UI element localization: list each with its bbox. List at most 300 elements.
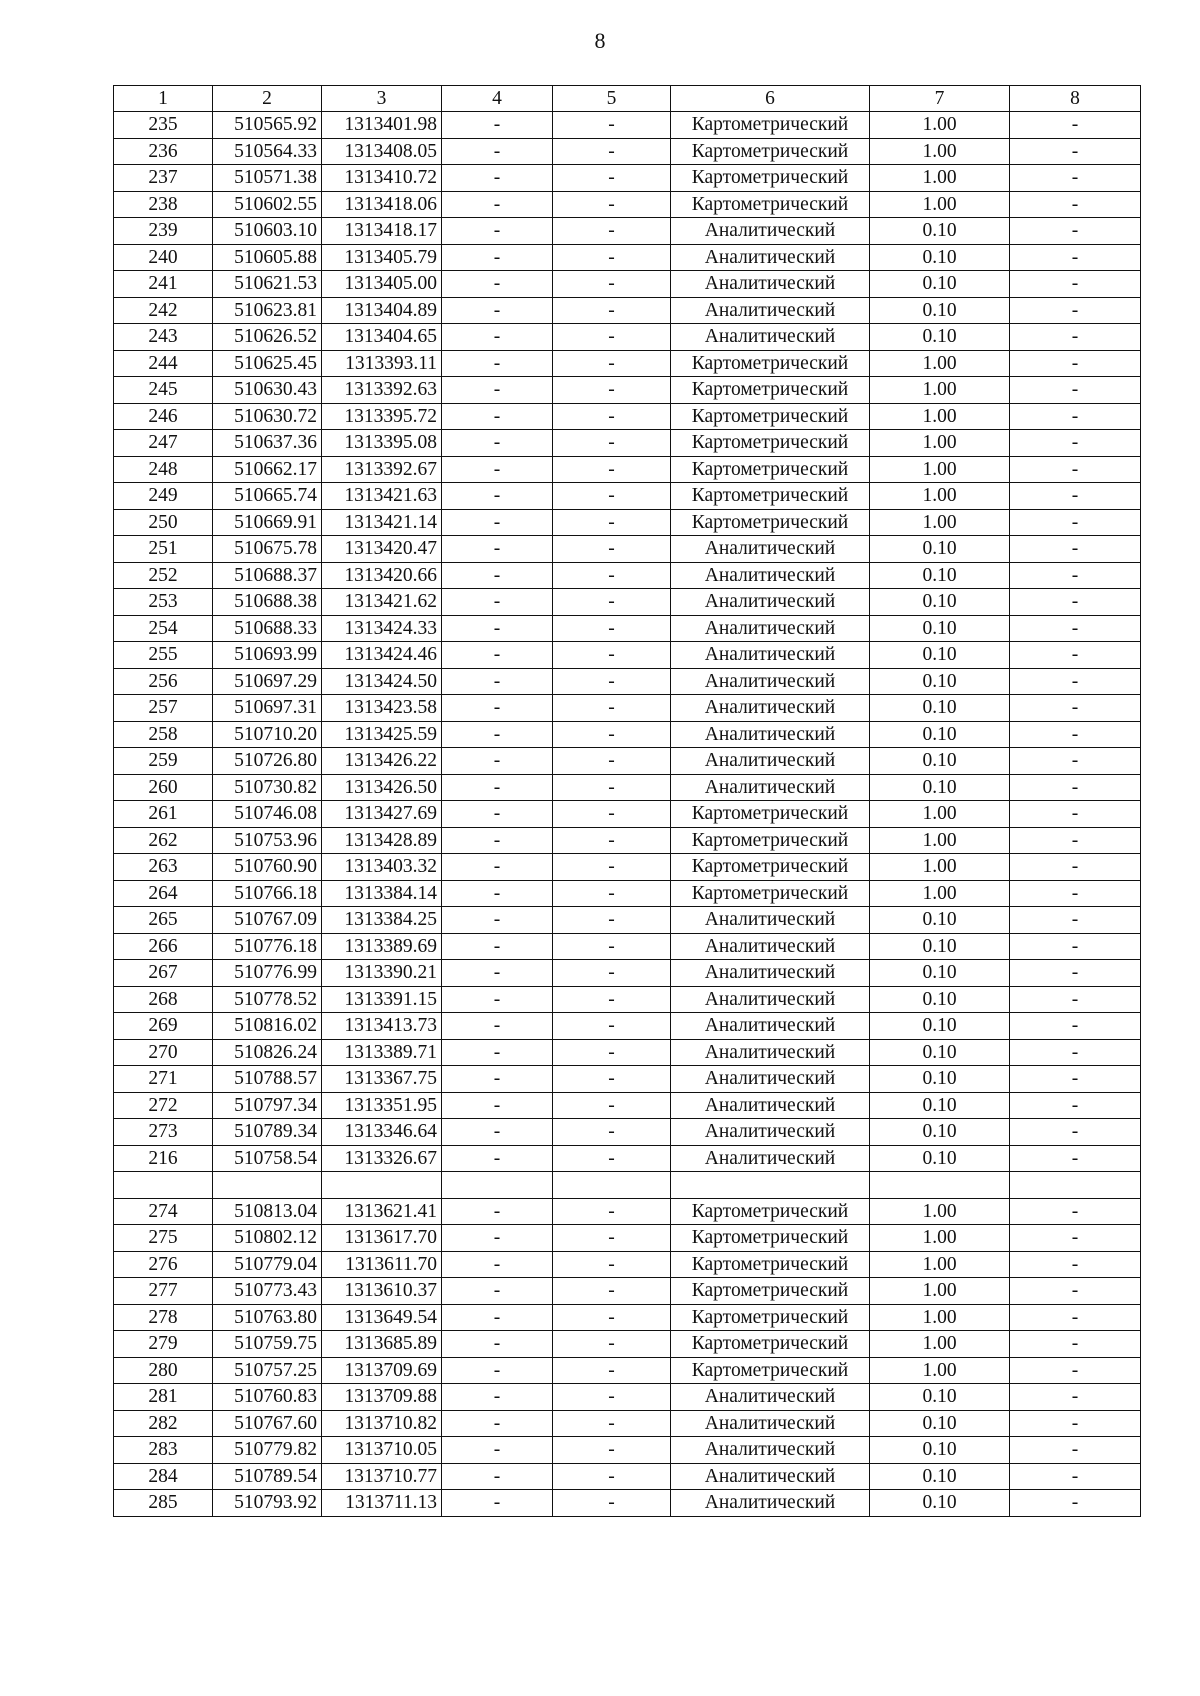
cell-coordinate-x: 510688.38 bbox=[213, 589, 322, 616]
cell-col-8: - bbox=[1010, 218, 1141, 245]
cell-point-number: 266 bbox=[114, 933, 213, 960]
cell-accuracy: 1.00 bbox=[870, 854, 1010, 881]
table-row bbox=[114, 1092, 1141, 1119]
table-row bbox=[114, 1357, 1141, 1384]
cell-col-8: - bbox=[1010, 1119, 1141, 1146]
cell-coordinate-x: 510773.43 bbox=[213, 1278, 322, 1305]
table-row bbox=[114, 536, 1141, 563]
cell-method: Картометрический bbox=[671, 191, 870, 218]
cell-point-number: 268 bbox=[114, 986, 213, 1013]
cell-col-8: - bbox=[1010, 960, 1141, 987]
cell-col-8: - bbox=[1010, 456, 1141, 483]
cell-col-4: - bbox=[442, 1066, 553, 1093]
cell-accuracy: 1.00 bbox=[870, 112, 1010, 139]
column-header: 8 bbox=[1010, 86, 1141, 112]
cell-col-4: - bbox=[442, 1304, 553, 1331]
table-row bbox=[114, 138, 1141, 165]
cell-coordinate-y: 1313351.95 bbox=[322, 1092, 442, 1119]
cell-coordinate-x: 510710.20 bbox=[213, 721, 322, 748]
cell-coordinate-y: 1313621.41 bbox=[322, 1198, 442, 1225]
cell-col-8: - bbox=[1010, 1304, 1141, 1331]
cell-coordinate-y: 1313610.37 bbox=[322, 1278, 442, 1305]
cell-point-number: 239 bbox=[114, 218, 213, 245]
cell-col-8: - bbox=[1010, 1066, 1141, 1093]
cell-col-4: - bbox=[442, 1092, 553, 1119]
cell-point-number: 285 bbox=[114, 1490, 213, 1517]
cell-coordinate-x: 510697.29 bbox=[213, 668, 322, 695]
cell-method: Аналитический bbox=[671, 1463, 870, 1490]
cell-point-number: 235 bbox=[114, 112, 213, 139]
cell-col-4 bbox=[442, 1172, 553, 1199]
cell-method: Аналитический bbox=[671, 589, 870, 616]
cell-col-4: - bbox=[442, 695, 553, 722]
cell-coordinate-x: 510826.24 bbox=[213, 1039, 322, 1066]
cell-method: Аналитический bbox=[671, 668, 870, 695]
cell-col-5: - bbox=[553, 668, 671, 695]
cell-coordinate-x: 510602.55 bbox=[213, 191, 322, 218]
column-header: 5 bbox=[553, 86, 671, 112]
cell-accuracy: 0.10 bbox=[870, 324, 1010, 351]
table-row bbox=[114, 589, 1141, 616]
cell-col-8: - bbox=[1010, 509, 1141, 536]
cell-col-4: - bbox=[442, 668, 553, 695]
cell-accuracy: 1.00 bbox=[870, 880, 1010, 907]
cell-method: Аналитический bbox=[671, 1066, 870, 1093]
table-row bbox=[114, 191, 1141, 218]
cell-point-number: 272 bbox=[114, 1092, 213, 1119]
cell-col-5: - bbox=[553, 1304, 671, 1331]
cell-accuracy: 0.10 bbox=[870, 695, 1010, 722]
cell-accuracy: 0.10 bbox=[870, 721, 1010, 748]
cell-col-5: - bbox=[553, 297, 671, 324]
cell-accuracy: 0.10 bbox=[870, 907, 1010, 934]
cell-coordinate-x: 510564.33 bbox=[213, 138, 322, 165]
cell-col-5: - bbox=[553, 1066, 671, 1093]
table-row bbox=[114, 165, 1141, 192]
cell-accuracy: 0.10 bbox=[870, 960, 1010, 987]
cell-col-5: - bbox=[553, 403, 671, 430]
cell-coordinate-y: 1313711.13 bbox=[322, 1490, 442, 1517]
cell-col-8: - bbox=[1010, 536, 1141, 563]
table-row bbox=[114, 801, 1141, 828]
cell-col-5 bbox=[553, 1172, 671, 1199]
cell-col-8: - bbox=[1010, 1092, 1141, 1119]
table-row bbox=[114, 1066, 1141, 1093]
cell-coordinate-x: 510763.80 bbox=[213, 1304, 322, 1331]
cell-col-4: - bbox=[442, 721, 553, 748]
cell-col-8: - bbox=[1010, 483, 1141, 510]
cell-col-8: - bbox=[1010, 403, 1141, 430]
cell-method: Картометрический bbox=[671, 138, 870, 165]
cell-coordinate-y: 1313423.58 bbox=[322, 695, 442, 722]
table-row bbox=[114, 1225, 1141, 1252]
cell-coordinate-y: 1313389.69 bbox=[322, 933, 442, 960]
cell-col-4: - bbox=[442, 1278, 553, 1305]
cell-point-number: 282 bbox=[114, 1410, 213, 1437]
table-row bbox=[114, 1278, 1141, 1305]
cell-col-5: - bbox=[553, 138, 671, 165]
cell-coordinate-x: 510766.18 bbox=[213, 880, 322, 907]
cell-coordinate-x: 510776.99 bbox=[213, 960, 322, 987]
cell-col-5: - bbox=[553, 377, 671, 404]
cell-col-8: - bbox=[1010, 1410, 1141, 1437]
cell-point-number bbox=[114, 1172, 213, 1199]
cell-point-number: 278 bbox=[114, 1304, 213, 1331]
cell-point-number: 251 bbox=[114, 536, 213, 563]
cell-coordinate-y: 1313710.05 bbox=[322, 1437, 442, 1464]
cell-col-5: - bbox=[553, 562, 671, 589]
table-row bbox=[114, 218, 1141, 245]
cell-coordinate-x: 510630.72 bbox=[213, 403, 322, 430]
cell-col-4: - bbox=[442, 1331, 553, 1358]
cell-accuracy: 0.10 bbox=[870, 1039, 1010, 1066]
cell-coordinate-y: 1313392.63 bbox=[322, 377, 442, 404]
cell-coordinate-y: 1313384.25 bbox=[322, 907, 442, 934]
cell-coordinate-x: 510816.02 bbox=[213, 1013, 322, 1040]
cell-method: Аналитический bbox=[671, 297, 870, 324]
cell-col-4: - bbox=[442, 615, 553, 642]
table-row bbox=[114, 377, 1141, 404]
cell-col-8: - bbox=[1010, 668, 1141, 695]
cell-col-5: - bbox=[553, 1463, 671, 1490]
table-row bbox=[114, 483, 1141, 510]
cell-accuracy: 0.10 bbox=[870, 271, 1010, 298]
cell-point-number: 275 bbox=[114, 1225, 213, 1252]
cell-col-8: - bbox=[1010, 721, 1141, 748]
column-header: 6 bbox=[671, 86, 870, 112]
cell-accuracy: 0.10 bbox=[870, 1410, 1010, 1437]
cell-coordinate-x: 510789.34 bbox=[213, 1119, 322, 1146]
cell-col-5: - bbox=[553, 1278, 671, 1305]
cell-coordinate-x: 510813.04 bbox=[213, 1198, 322, 1225]
cell-coordinate-x: 510669.91 bbox=[213, 509, 322, 536]
cell-col-4: - bbox=[442, 1357, 553, 1384]
cell-col-5: - bbox=[553, 1119, 671, 1146]
table-row bbox=[114, 695, 1141, 722]
cell-col-8: - bbox=[1010, 1251, 1141, 1278]
cell-col-8: - bbox=[1010, 933, 1141, 960]
cell-method: Аналитический bbox=[671, 695, 870, 722]
cell-coordinate-y: 1313367.75 bbox=[322, 1066, 442, 1093]
cell-method: Картометрический bbox=[671, 1331, 870, 1358]
cell-point-number: 236 bbox=[114, 138, 213, 165]
table-row bbox=[114, 430, 1141, 457]
cell-accuracy: 0.10 bbox=[870, 642, 1010, 669]
cell-col-4: - bbox=[442, 854, 553, 881]
cell-col-5: - bbox=[553, 748, 671, 775]
cell-accuracy: 1.00 bbox=[870, 138, 1010, 165]
cell-method: Аналитический bbox=[671, 218, 870, 245]
cell-col-4: - bbox=[442, 1225, 553, 1252]
cell-accuracy: 0.10 bbox=[870, 1490, 1010, 1517]
cell-method: Аналитический bbox=[671, 1410, 870, 1437]
cell-accuracy: 0.10 bbox=[870, 536, 1010, 563]
cell-coordinate-x: 510693.99 bbox=[213, 642, 322, 669]
column-header: 3 bbox=[322, 86, 442, 112]
cell-coordinate-x: 510603.10 bbox=[213, 218, 322, 245]
cell-col-4: - bbox=[442, 1437, 553, 1464]
table-row-blank bbox=[114, 1172, 1141, 1199]
table-row bbox=[114, 748, 1141, 775]
cell-point-number: 280 bbox=[114, 1357, 213, 1384]
cell-col-8: - bbox=[1010, 138, 1141, 165]
cell-col-8: - bbox=[1010, 562, 1141, 589]
cell-coordinate-y: 1313403.32 bbox=[322, 854, 442, 881]
cell-col-8: - bbox=[1010, 1198, 1141, 1225]
cell-coordinate-x: 510662.17 bbox=[213, 456, 322, 483]
cell-point-number: 244 bbox=[114, 350, 213, 377]
cell-col-8: - bbox=[1010, 642, 1141, 669]
cell-method: Картометрический bbox=[671, 430, 870, 457]
cell-point-number: 281 bbox=[114, 1384, 213, 1411]
column-header: 2 bbox=[213, 86, 322, 112]
cell-col-4: - bbox=[442, 1013, 553, 1040]
cell-point-number: 284 bbox=[114, 1463, 213, 1490]
cell-coordinate-x: 510760.90 bbox=[213, 854, 322, 881]
cell-accuracy: 1.00 bbox=[870, 456, 1010, 483]
cell-coordinate-y: 1313404.65 bbox=[322, 324, 442, 351]
cell-coordinate-y: 1313413.73 bbox=[322, 1013, 442, 1040]
cell-col-4: - bbox=[442, 456, 553, 483]
cell-coordinate-y: 1313424.50 bbox=[322, 668, 442, 695]
cell-col-4: - bbox=[442, 138, 553, 165]
cell-col-4: - bbox=[442, 1145, 553, 1172]
cell-coordinate-x: 510789.54 bbox=[213, 1463, 322, 1490]
table-row bbox=[114, 1304, 1141, 1331]
cell-coordinate-x: 510802.12 bbox=[213, 1225, 322, 1252]
cell-col-4: - bbox=[442, 377, 553, 404]
cell-col-4: - bbox=[442, 1490, 553, 1517]
cell-method: Аналитический bbox=[671, 1145, 870, 1172]
table-row bbox=[114, 350, 1141, 377]
cell-col-4: - bbox=[442, 986, 553, 1013]
cell-col-5: - bbox=[553, 1225, 671, 1252]
cell-point-number: 267 bbox=[114, 960, 213, 987]
cell-coordinate-x: 510788.57 bbox=[213, 1066, 322, 1093]
cell-method: Аналитический bbox=[671, 1437, 870, 1464]
cell-col-4: - bbox=[442, 430, 553, 457]
cell-col-5: - bbox=[553, 191, 671, 218]
cell-accuracy: 1.00 bbox=[870, 827, 1010, 854]
cell-col-5: - bbox=[553, 960, 671, 987]
cell-col-4: - bbox=[442, 1039, 553, 1066]
cell-accuracy: 1.00 bbox=[870, 403, 1010, 430]
cell-accuracy: 0.10 bbox=[870, 986, 1010, 1013]
cell-coordinate-x: 510637.36 bbox=[213, 430, 322, 457]
cell-col-5: - bbox=[553, 1145, 671, 1172]
table-row bbox=[114, 1490, 1141, 1517]
cell-method: Картометрический bbox=[671, 377, 870, 404]
cell-col-4: - bbox=[442, 403, 553, 430]
cell-point-number: 247 bbox=[114, 430, 213, 457]
cell-col-4: - bbox=[442, 112, 553, 139]
table-row bbox=[114, 642, 1141, 669]
cell-point-number: 248 bbox=[114, 456, 213, 483]
cell-method: Картометрический bbox=[671, 827, 870, 854]
cell-accuracy: 1.00 bbox=[870, 1198, 1010, 1225]
cell-method: Картометрический bbox=[671, 801, 870, 828]
cell-method: Картометрический bbox=[671, 1278, 870, 1305]
cell-method: Картометрический bbox=[671, 880, 870, 907]
cell-col-5: - bbox=[553, 1092, 671, 1119]
cell-point-number: 277 bbox=[114, 1278, 213, 1305]
cell-col-5: - bbox=[553, 1357, 671, 1384]
cell-col-8: - bbox=[1010, 377, 1141, 404]
cell-col-8: - bbox=[1010, 589, 1141, 616]
cell-method: Картометрический bbox=[671, 403, 870, 430]
cell-coordinate-y: 1313346.64 bbox=[322, 1119, 442, 1146]
cell-col-4: - bbox=[442, 801, 553, 828]
cell-accuracy: 0.10 bbox=[870, 589, 1010, 616]
cell-method: Аналитический bbox=[671, 748, 870, 775]
cell-coordinate-y: 1313709.88 bbox=[322, 1384, 442, 1411]
cell-accuracy: 0.10 bbox=[870, 774, 1010, 801]
column-header: 4 bbox=[442, 86, 553, 112]
coordinates-table bbox=[113, 85, 1141, 1517]
cell-col-5: - bbox=[553, 615, 671, 642]
cell-col-4: - bbox=[442, 191, 553, 218]
cell-point-number: 256 bbox=[114, 668, 213, 695]
cell-col-5: - bbox=[553, 456, 671, 483]
cell-point-number: 254 bbox=[114, 615, 213, 642]
column-header: 7 bbox=[870, 86, 1010, 112]
cell-point-number: 262 bbox=[114, 827, 213, 854]
cell-accuracy: 0.10 bbox=[870, 933, 1010, 960]
cell-point-number: 264 bbox=[114, 880, 213, 907]
cell-coordinate-x: 510757.25 bbox=[213, 1357, 322, 1384]
cell-coordinate-x: 510726.80 bbox=[213, 748, 322, 775]
cell-accuracy: 1.00 bbox=[870, 1331, 1010, 1358]
cell-coordinate-x: 510779.04 bbox=[213, 1251, 322, 1278]
cell-col-5: - bbox=[553, 880, 671, 907]
cell-col-8: - bbox=[1010, 1225, 1141, 1252]
cell-point-number: 258 bbox=[114, 721, 213, 748]
cell-coordinate-y: 1313421.63 bbox=[322, 483, 442, 510]
cell-col-8: - bbox=[1010, 986, 1141, 1013]
table-row bbox=[114, 986, 1141, 1013]
cell-point-number: 257 bbox=[114, 695, 213, 722]
cell-col-5: - bbox=[553, 827, 671, 854]
cell-col-8: - bbox=[1010, 430, 1141, 457]
cell-col-4: - bbox=[442, 244, 553, 271]
cell-col-5: - bbox=[553, 907, 671, 934]
table-row bbox=[114, 562, 1141, 589]
cell-accuracy: 0.10 bbox=[870, 668, 1010, 695]
cell-method: Аналитический bbox=[671, 1092, 870, 1119]
cell-col-4: - bbox=[442, 827, 553, 854]
cell-col-8: - bbox=[1010, 880, 1141, 907]
cell-col-5: - bbox=[553, 933, 671, 960]
cell-col-4: - bbox=[442, 165, 553, 192]
cell-coordinate-y: 1313427.69 bbox=[322, 801, 442, 828]
cell-coordinate-y: 1313420.66 bbox=[322, 562, 442, 589]
cell-col-5: - bbox=[553, 986, 671, 1013]
cell-col-4: - bbox=[442, 748, 553, 775]
table-row bbox=[114, 1384, 1141, 1411]
cell-col-5: - bbox=[553, 536, 671, 563]
cell-col-5: - bbox=[553, 112, 671, 139]
cell-col-8: - bbox=[1010, 695, 1141, 722]
cell-point-number: 243 bbox=[114, 324, 213, 351]
cell-col-8: - bbox=[1010, 191, 1141, 218]
cell-col-5: - bbox=[553, 801, 671, 828]
cell-col-4: - bbox=[442, 960, 553, 987]
table-row bbox=[114, 1463, 1141, 1490]
cell-col-8: - bbox=[1010, 907, 1141, 934]
cell-accuracy: 0.10 bbox=[870, 244, 1010, 271]
table-row bbox=[114, 774, 1141, 801]
cell-method: Аналитический bbox=[671, 562, 870, 589]
cell-accuracy: 1.00 bbox=[870, 1251, 1010, 1278]
cell-point-number: 259 bbox=[114, 748, 213, 775]
cell-coordinate-y: 1313649.54 bbox=[322, 1304, 442, 1331]
cell-col-8: - bbox=[1010, 801, 1141, 828]
cell-coordinate-y: 1313709.69 bbox=[322, 1357, 442, 1384]
cell-coordinate-x: 510776.18 bbox=[213, 933, 322, 960]
table-row bbox=[114, 880, 1141, 907]
cell-point-number: 276 bbox=[114, 1251, 213, 1278]
cell-coordinate-y bbox=[322, 1172, 442, 1199]
cell-coordinate-y: 1313410.72 bbox=[322, 165, 442, 192]
cell-coordinate-y: 1313384.14 bbox=[322, 880, 442, 907]
cell-col-4: - bbox=[442, 1198, 553, 1225]
cell-coordinate-y: 1313408.05 bbox=[322, 138, 442, 165]
cell-col-8: - bbox=[1010, 1490, 1141, 1517]
cell-method: Аналитический bbox=[671, 960, 870, 987]
cell-coordinate-x: 510760.83 bbox=[213, 1384, 322, 1411]
table-row bbox=[114, 112, 1141, 139]
cell-col-8: - bbox=[1010, 350, 1141, 377]
cell-col-5: - bbox=[553, 1013, 671, 1040]
cell-method: Картометрический bbox=[671, 483, 870, 510]
cell-col-5: - bbox=[553, 271, 671, 298]
cell-col-5: - bbox=[553, 218, 671, 245]
cell-method: Аналитический bbox=[671, 324, 870, 351]
cell-method: Аналитический bbox=[671, 271, 870, 298]
table-row bbox=[114, 854, 1141, 881]
cell-coordinate-x: 510665.74 bbox=[213, 483, 322, 510]
table-row bbox=[114, 960, 1141, 987]
cell-col-4: - bbox=[442, 1251, 553, 1278]
cell-coordinate-y: 1313424.33 bbox=[322, 615, 442, 642]
cell-col-4: - bbox=[442, 350, 553, 377]
cell-coordinate-y: 1313395.72 bbox=[322, 403, 442, 430]
cell-coordinate-x bbox=[213, 1172, 322, 1199]
cell-coordinate-x: 510767.60 bbox=[213, 1410, 322, 1437]
cell-col-8: - bbox=[1010, 774, 1141, 801]
cell-method: Аналитический bbox=[671, 1013, 870, 1040]
cell-col-4: - bbox=[442, 642, 553, 669]
cell-accuracy: 0.10 bbox=[870, 562, 1010, 589]
cell-point-number: 242 bbox=[114, 297, 213, 324]
cell-accuracy: 0.10 bbox=[870, 1437, 1010, 1464]
cell-method: Картометрический bbox=[671, 350, 870, 377]
cell-point-number: 265 bbox=[114, 907, 213, 934]
cell-coordinate-y: 1313389.71 bbox=[322, 1039, 442, 1066]
cell-coordinate-y: 1313424.46 bbox=[322, 642, 442, 669]
cell-accuracy: 0.10 bbox=[870, 1066, 1010, 1093]
cell-coordinate-y: 1313426.50 bbox=[322, 774, 442, 801]
cell-col-4: - bbox=[442, 562, 553, 589]
cell-coordinate-x: 510767.09 bbox=[213, 907, 322, 934]
cell-col-4: - bbox=[442, 509, 553, 536]
cell-coordinate-y: 1313685.89 bbox=[322, 1331, 442, 1358]
cell-point-number: 274 bbox=[114, 1198, 213, 1225]
cell-col-8: - bbox=[1010, 1384, 1141, 1411]
cell-col-8: - bbox=[1010, 854, 1141, 881]
table-header-row bbox=[114, 86, 1141, 112]
cell-col-5: - bbox=[553, 774, 671, 801]
